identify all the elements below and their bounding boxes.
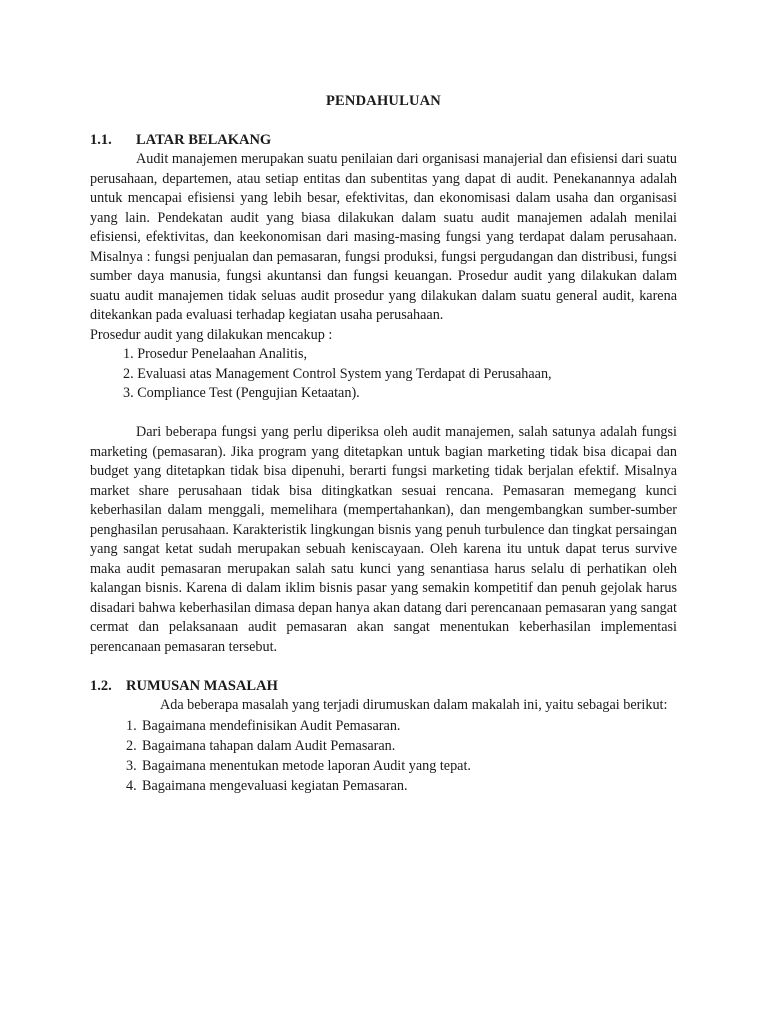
section-title: RUMUSAN MASALAH [126,677,278,694]
procedure-item: 3. Compliance Test (Pengujian Ketaatan). [123,385,360,401]
problem-number: 3. [126,757,137,774]
problem-text: Bagaimana mendefinisikan Audit Pemasaran. [142,717,401,734]
problem-item [126,777,677,797]
blank-line [90,404,677,424]
problem-item [126,737,677,757]
background-paragraph-2: Dari beberapa fungsi yang perlu diperiksa oleh audit manajemen, salah satunya adalah fungsi marketing (pemasaran). Jika program yang ditetapkan untuk bagian marketing tidak bisa dicapai dan budget yang ditetapkan tidak bisa dipenuhi, berarti fungsi marketing tidak berjalan efektif. Misalnya market share perusahaan tidak bisa ditingkatkan sesuai rencana. Pemasaran memegang kunci keberhasilan dalam menggali, memelihara (mempertahankan), dan mengembangkan sumber-sumber penghasilan perusahaan. Karakteristik lingkungan bisnis yang penuh turbulence dan tingkat persaingan yang sangat ketat sudah merupakan sebuah keniscayaan. Oleh karena itu untuk dapat terus survive maka audit pemasaran merupakan salah satu kunci yang senantiasa harus selalu di perhatikan oleh kalangan bisnis. Karena di dalam iklim bisnis pasar yang semakin kompetitif dan penuh gejolak harus disadari bahwa keberhasilan dimasa depan hanya akan datang dari perencanaan pemasaran yang sangat cermat dan pelaksanaan audit pemasaran akan sangat menentukan keberhasilan implementasi perencanaan pemasaran tersebut. [90,424,677,655]
document-title: PENDAHULUAN [326,93,441,109]
problem-text: Bagaimana menentukan metode laporan Audit yang tepat. [142,757,471,774]
problem-intro-paragraph: Ada beberapa masalah yang terjadi dirumuskan dalam makalah ini, yaitu sebagai berikut: [160,697,668,713]
section-title: LATAR BELAKANG [136,131,272,148]
section-number: 1.1. [90,131,112,148]
section-heading-rumusan-masalah [90,677,677,697]
problem-number: 2. [126,737,137,754]
procedure-item: 1. Prosedur Penelaahan Analitis, [123,346,308,362]
procedure-item: 2. Evaluasi atas Management Control System yang Terdapat di Perusahaan, [123,365,552,382]
problem-item [126,717,677,737]
problem-number: 1. [126,717,137,734]
section-number: 1.2. [90,677,112,694]
background-paragraph-1: Audit manajemen merupakan suatu penilaian dari organisasi manajerial dan efisiensi dari suatu perusahaan, departemen, atau setiap entitas dan subentitas yang dapat di audit. Penekanannya adalah untuk mencapai efisiensi yang lebih besar, efektivitas, dan ekonomisasi dalam usaha dan organisasi yang lain. Pendekatan audit yang biasa dilakukan dalam suatu audit manajemen adalah menilai efisiensi, efektivitas, dan keekonomisan dari masing-masing fungsi yang terdapat dalam perusahaan. Misalnya : fungsi penjualan dan pemasaran, fungsi produksi, fungsi pergudangan dan distribusi, fungsi sumber daya manusia, fungsi akuntansi dan fungsi keuangan. Prosedur audit yang dilakukan dalam suatu audit manajemen tidak seluas audit prosedur yang dilakukan dalam suatu general audit, karena ditekankan pada evaluasi terhadap kegiatan usaha perusahaan. [90,151,677,323]
problem-text: Bagaimana tahapan dalam Audit Pemasaran. [142,737,396,754]
procedure-list-intro: Prosedur audit yang dilakukan mencakup : [90,326,333,343]
procedure-list [90,345,677,404]
problem-text: Bagaimana mengevaluasi kegiatan Pemasaran. [142,777,408,794]
section-heading-latar-belakang [90,131,677,151]
problem-item [126,757,677,777]
problem-number: 4. [126,777,137,794]
problem-list [90,717,677,797]
document-page [90,92,677,797]
blank-line [90,657,677,677]
